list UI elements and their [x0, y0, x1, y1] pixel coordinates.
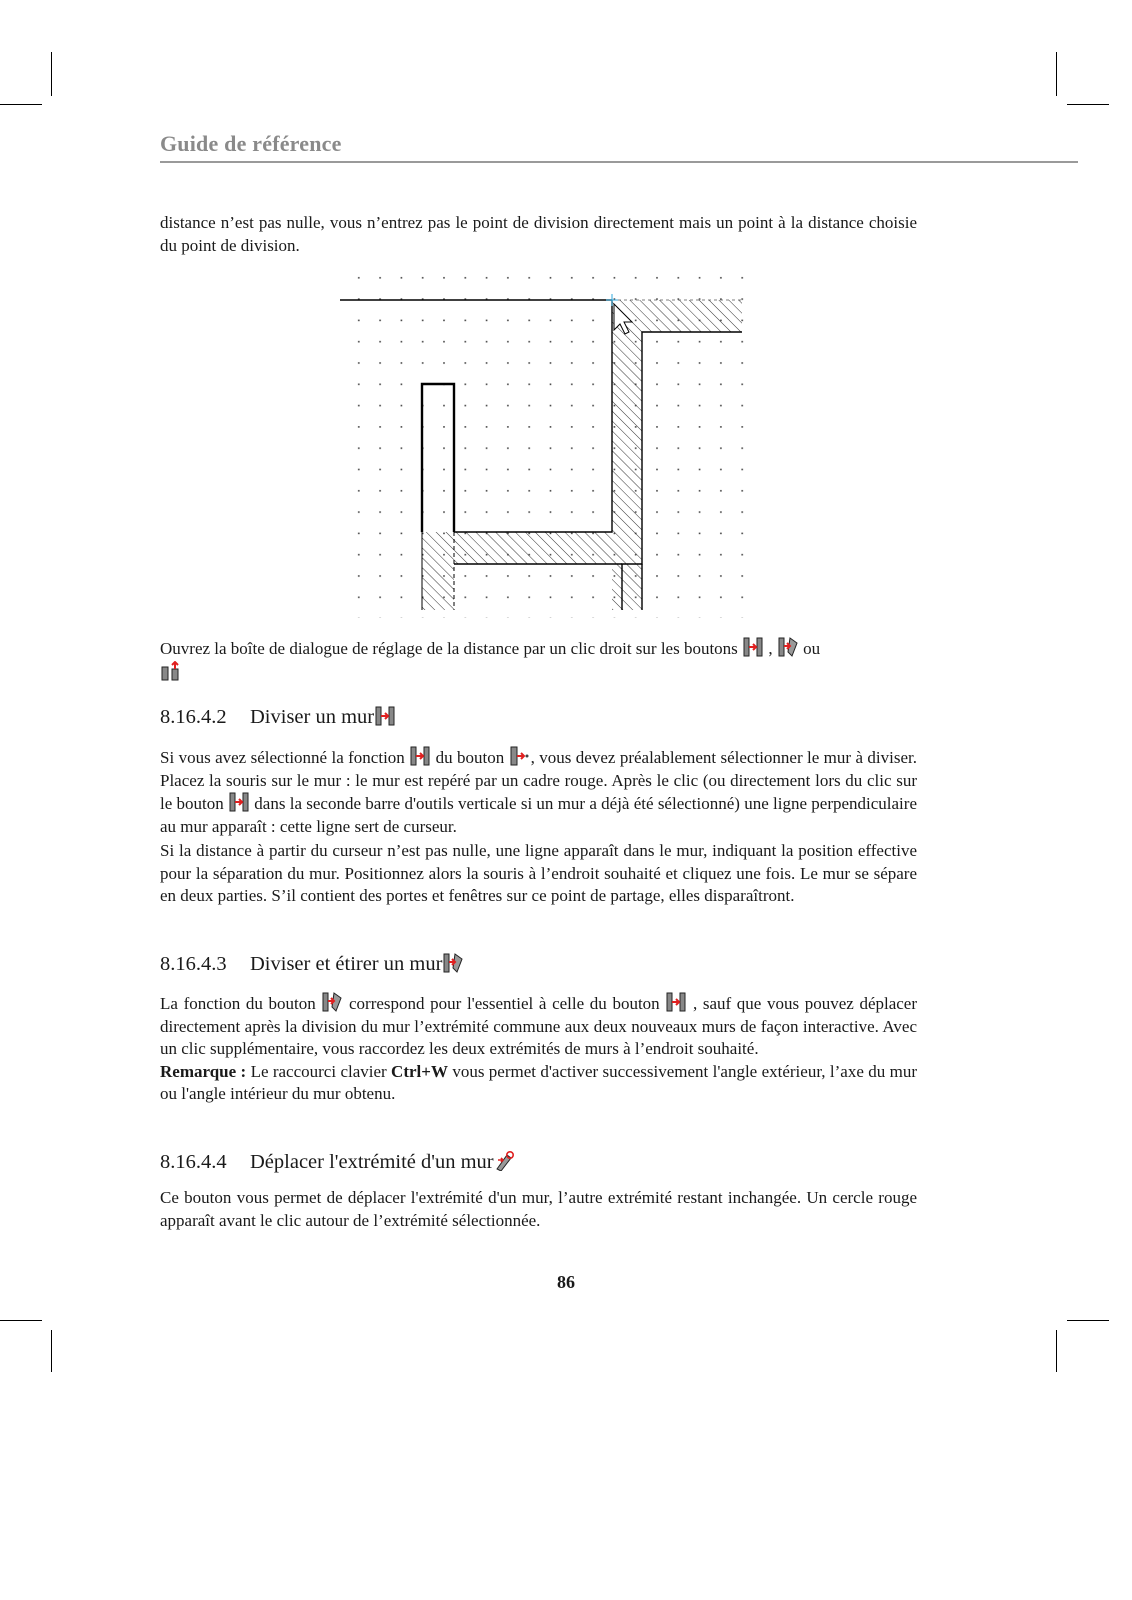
split-stretch-wall-icon [322, 992, 342, 1012]
section-paragraph [160, 746, 917, 838]
split-wall-icon [229, 792, 249, 812]
page-number: 86 [557, 1272, 575, 1292]
intro-paragraph: distance n’est pas nulle, vous n’entrez pas le point de division directement mais un point à la distance choisie du point de division. [160, 213, 917, 255]
running-header: Guide de référence [160, 131, 342, 156]
wall-division-figure [340, 268, 756, 618]
crop-mark [1056, 1330, 1057, 1372]
section-number: 8.16.4.3 [160, 953, 227, 975]
remark-label: Remarque : [160, 1061, 247, 1081]
section-title: Diviser et étirer un mur [250, 953, 443, 975]
split-stretch-wall-icon [778, 637, 798, 657]
divide-point-icon [510, 746, 530, 766]
section-number: 8.16.4.4 [160, 1151, 227, 1173]
split-wall-icon [410, 746, 430, 766]
section-heading-deplacer-extremite [160, 1149, 516, 1175]
section-heading-diviser-etirer [160, 951, 464, 977]
split-wall-icon [375, 706, 395, 726]
paragraph-text: du bouton [431, 748, 509, 767]
section-paragraph: Si la distance à partir du curseur n’est pas nulle, une ligne apparaît dans le mur, indiquant la position effective pour la séparation du mur. Positionnez alors la souris à l’endroit souhaité et cliquez une fois. Le mur se sépare en deux parties. S’il contient des portes et fenêtres sur ce point de partage, elles disparaîtront. [160, 841, 917, 905]
paragraph-text: correspond pour l'essentiel à celle du bouton [343, 994, 666, 1013]
move-wall-end-icon [495, 1151, 515, 1171]
crop-mark [1067, 1320, 1109, 1321]
split-wall-icon [666, 992, 686, 1012]
crop-mark [51, 52, 52, 96]
paragraph-text: Le raccourci clavier [246, 1061, 392, 1081]
paragraph-text: , sauf que vous pouvez déplacer directement après la division du mur l’extrémité commune aux deux nouveaux murs de façon interactive. Avec un clic supplémentaire, vous raccordez les deux extrémités de murs à l’endroit souhaité. [160, 994, 918, 1058]
section-paragraph: Ce bouton vous permet de déplacer l'extrémité d'un mur, l’autre extrémité restant inchangée. Un cercle rouge apparaît avant le clic autour de l’extrémité sélectionnée. [160, 1188, 917, 1230]
crop-mark [1056, 52, 1057, 96]
split-wall-vertical-icon [161, 661, 181, 681]
section-heading-diviser-mur [160, 704, 396, 730]
keyboard-shortcut: Ctrl+W [391, 1061, 448, 1081]
crop-mark [51, 1330, 52, 1372]
paragraph-text: , vous devez préalablement sélectionner le mur à diviser. Placez la souris sur le mur : le mur est repéré par un cadre rouge. Après le clic (ou directement lors du clic sur le bouton [160, 748, 917, 813]
crop-mark [0, 1320, 42, 1321]
split-stretch-wall-icon [443, 953, 463, 973]
section-number: 8.16.4.2 [160, 706, 227, 728]
paragraph-text: Si vous avez sélectionné la fonction [160, 748, 410, 767]
dialog-note [160, 637, 917, 684]
dialog-note-text: Ouvrez la boîte de dialogue de réglage de la distance par un clic droit sur les boutons [160, 639, 743, 658]
crop-mark [1067, 104, 1109, 105]
section-title: Diviser un mur [250, 706, 375, 728]
paragraph-text: dans la seconde barre d'outils verticale si un mur a déjà été sélectionné) une ligne perpendiculaire au mur apparaît : cette ligne sert de curseur. [160, 794, 917, 836]
header-rule [160, 161, 1078, 163]
dialog-note-text: ou [798, 639, 821, 658]
dialog-note-sep: , [764, 639, 777, 658]
section-paragraph [160, 992, 917, 1106]
paragraph-text: vous permet d'activer successivement l'angle extérieur, l’axe du mur ou l'angle intérieur du mur obtenu. [160, 1061, 917, 1103]
crop-mark [0, 104, 42, 105]
paragraph-text: La fonction du bouton [160, 994, 322, 1013]
split-wall-icon [743, 637, 763, 657]
section-title: Déplacer l'extrémité d'un mur [250, 1151, 494, 1173]
